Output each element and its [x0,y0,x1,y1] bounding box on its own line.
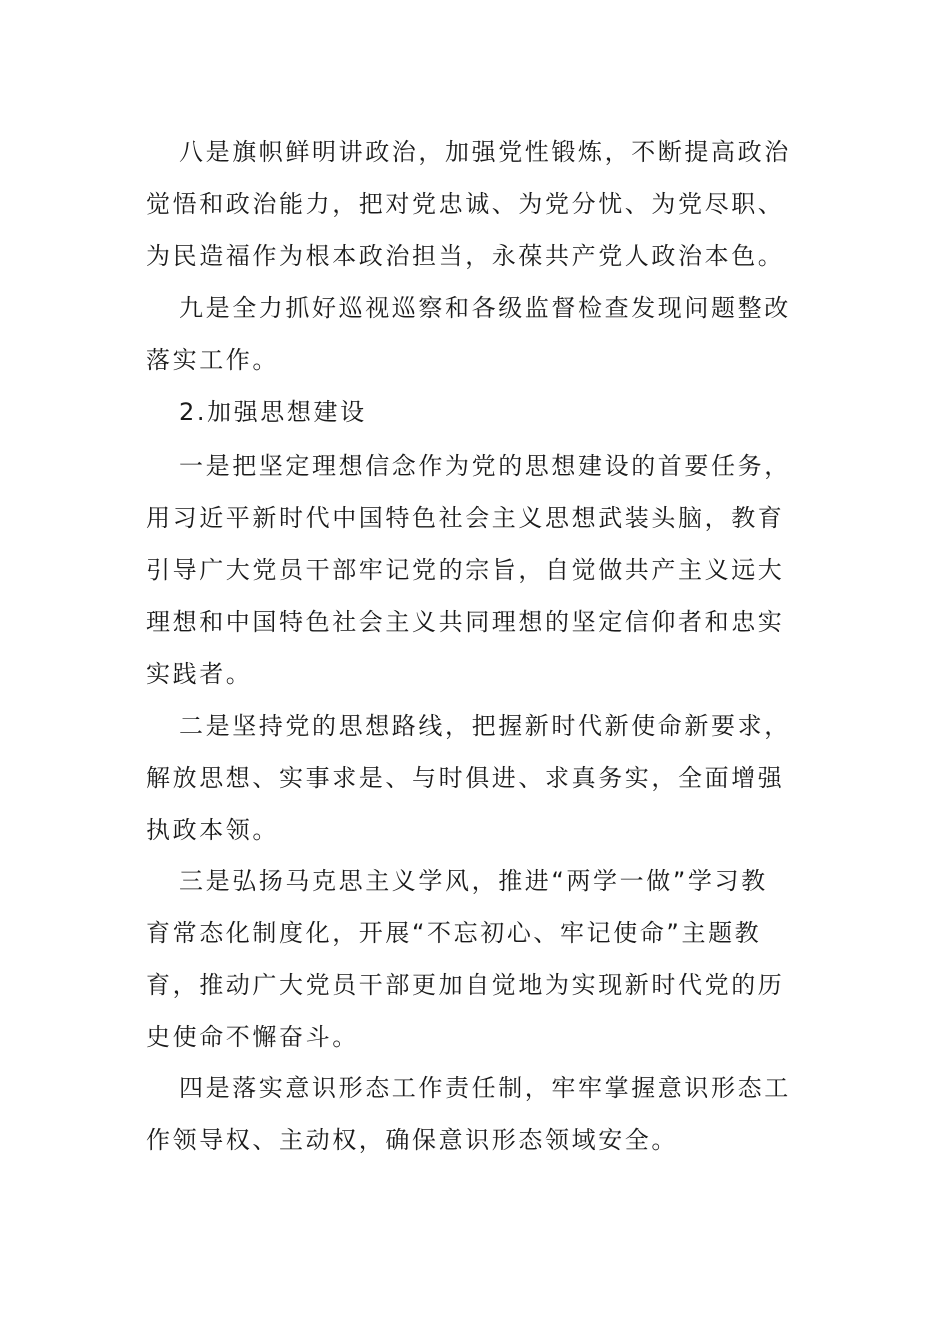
text-line: 解放思想、实事求是、与时俱进、求真务实，全面增强 [146,764,785,792]
text-line: 一是把坚定理想信念作为党的思想建设的首要任务， [179,452,791,480]
text-line: 执政本领。 [146,816,279,844]
section-heading-text: 2.加强思想建设 [179,398,367,426]
text-line: 落实工作。 [146,346,279,374]
text-line: 用习近平新时代中国特色社会主义思想武装头脑，教育 [146,504,785,532]
text-line: 育，推动广大党员干部更加自觉地为实现新时代党的历 [146,971,785,999]
text-line: 史使命不懈奋斗。 [146,1023,359,1051]
text-line: 实践者。 [146,660,253,688]
text-line: 育常态化制度化，开展“不忘初心、牢记使命”主题教 [146,919,762,947]
text-line: 四是落实意识形态工作责任制，牢牢掌握意识形态工 [179,1074,791,1102]
text-line: 八是旗帜鲜明讲政治，加强党性锻炼，不断提高政治 [179,138,791,166]
text-line: 为民造福作为根本政治担当，永葆共产党人政治本色。 [146,242,785,270]
text-line: 三是弘扬马克思主义学风，推进“两学一做”学习教 [179,867,768,895]
text-line: 引导广大党员干部牢记党的宗旨，自觉做共产主义远大 [146,556,785,584]
paragraph-one [146,440,804,700]
paragraph-three [146,855,804,1063]
text-line: 九是全力抓好巡视巡察和各级监督检查发现问题整改 [179,294,791,322]
text-line: 二是坚持党的思想路线，把握新时代新使命新要求， [179,712,791,740]
text-line: 理想和中国特色社会主义共同理想的坚定信仰者和忠实 [146,608,785,636]
text-line: 作领导权、主动权，确保意识形态领域安全。 [146,1126,678,1154]
paragraph-four [146,1062,804,1166]
paragraph-eight [146,126,804,282]
section-heading [146,386,804,438]
paragraph-nine [146,282,804,386]
text-line: 觉悟和政治能力，把对党忠诚、为党分忧、为党尽职、 [146,190,785,218]
paragraph-two [146,700,804,856]
